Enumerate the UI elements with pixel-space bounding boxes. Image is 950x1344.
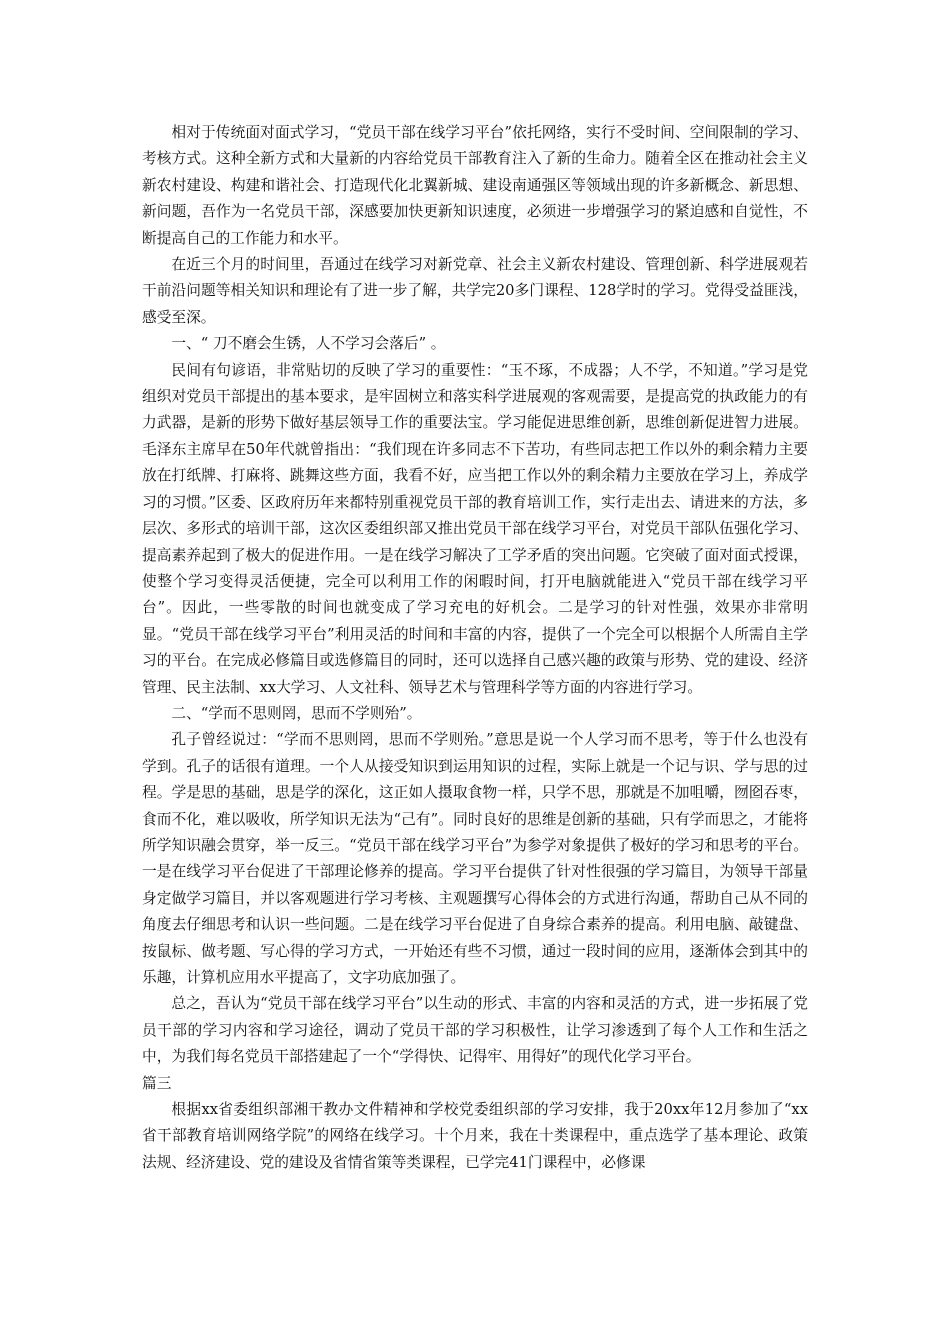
section-heading-2: 二、“学而不思则罔，思而不学则殆”。 <box>171 704 422 722</box>
section-heading-1: 一、“ 刀不磨会生锈，人不学习会落后” 。 <box>171 335 446 353</box>
part-heading: 篇三 <box>142 1074 172 1092</box>
paragraph-section-2: 孔子曾经说过：“学而不思则罔，思而不学则殆。”意思是说一个人学习而不思考，等于什么也没有学到。孔子的话很有道理。一个人从接受知识到运用知识的过程，实际上就是一个记与识、学与思的过程。学是思的基础，思是学的深化，这正如人摄取食物一样，只学不思，那就是不加咀嚼，囫囵吞枣，食而不化，难以吸收，所学知识无法为“己有”。同时良好的思维是创新的基础，只有学而思之，才能将所学知识融会贯穿，举一反三。“党员干部在线学习平台”为参学对象提供了极好的学习和思考的平台。一是在线学习平台促进了干部理论修养的提高。学习平台提供了针对性很强的学习篇目，为领导干部量身定做学习篇目，并以客观题进行学习考核、主观题撰写心得体会的方式进行沟通，帮助自己从不同的角度去仔细思考和认识一些问题。二是在线学习平台促进了自身综合素养的提高。利用电脑、敲键盘、按鼠标、做考题、写心得的学习方式，一开始还有些不习惯，通过一段时间的应用，逐渐体会到其中的乐趣，计算机应用水平提高了，文字功底加强了。 <box>142 731 808 986</box>
paragraph-part-three: 根据xx省委组织部湘干教办文件精神和学校党委组织部的学习安排，我于20xx年12月参加了“xx省干部教育培训网络学院”的网络在线学习。十个月来，我在十类课程中，重点选学了基本理论、政策法规、经济建设、党的建设及省情省策等类课程，已学完41门课程中，必修课 <box>142 1101 808 1171</box>
paragraph-study-summary: 在近三个月的时间里，吾通过在线学习对新党章、社会主义新农村建设、管理创新、科学进展观若干前沿问题等相关知识和理论有了进一步了解，共学完20多门课程、128学时的学习。党得受益匪浅，感受至深。 <box>142 256 808 326</box>
paragraph-intro: 相对于传统面对面式学习，“党员干部在线学习平台”依托网络，实行不受时间、空间限制的学习、考核方式。这种全新方式和大量新的内容给党员干部教育注入了新的生命力。随着全区在推动社会主义新农村建设、构建和谐社会、打造现代化北翼新城、建设南通强区等领域出现的许多新概念、新思想、新问题，吾作为一名党员干部，深感要加快更新知识速度，必须进一步增强学习的紧迫感和自觉性，不断提高自己的工作能力和水平。 <box>142 124 808 247</box>
document-body <box>142 120 808 1176</box>
paragraph-conclusion: 总之，吾认为“党员干部在线学习平台”以生动的形式、丰富的内容和灵活的方式，进一步拓展了党员干部的学习内容和学习途径，调动了党员干部的学习积极性，让学习渗透到了每个人工作和生活之中，为我们每名党员干部搭建起了一个“学得快、记得牢、用得好”的现代化学习平台。 <box>142 995 808 1066</box>
paragraph-section-1: 民间有句谚语，非常贴切的反映了学习的重要性：“玉不琢，不成器；人不学，不知道。”学习是党组织对党员干部提出的基本要求，是牢固树立和落实科学进展观的客观需要，是提高党的执政能力的有力武器，是新的形势下做好基层领导工作的重要法宝。学习能促进思维创新，思维创新促进智力进展。毛泽东主席早在50年代就曾指出：“我们现在许多同志不下苦功，有些同志把工作以外的剩余精力主要放在打纸牌、打麻将、跳舞这些方面，我看不好，应当把工作以外的剩余精力主要放在学习上，养成学习的习惯。”区委、区政府历年来都特别重视党员干部的教育培训工作，实行走出去、请进来的方法，多层次、多形式的培训干部，这次区委组织部又推出党员干部在线学习平台，对党员干部队伍强化学习、提高素养起到了极大的促进作用。一是在线学习解决了工学矛盾的突出问题。它突破了面对面式授课，使整个学习变得灵活便捷，完全可以利用工作的闲暇时间，打开电脑就能进入“党员干部在线学习平台”。因此，一些零散的时间也就变成了学习充电的好机会。二是学习的针对性强，效果亦非常明显。“党员干部在线学习平台”利用灵活的时间和丰富的内容，提供了一个完全可以根据个人所需自主学习的平台。在完成必修篇目或选修篇目的同时，还可以选择自己感兴趣的政策与形势、党的建设、经济管理、民主法制、xx大学习、人文社科、领导艺术与管理科学等方面的内容进行学习。 <box>142 361 808 696</box>
